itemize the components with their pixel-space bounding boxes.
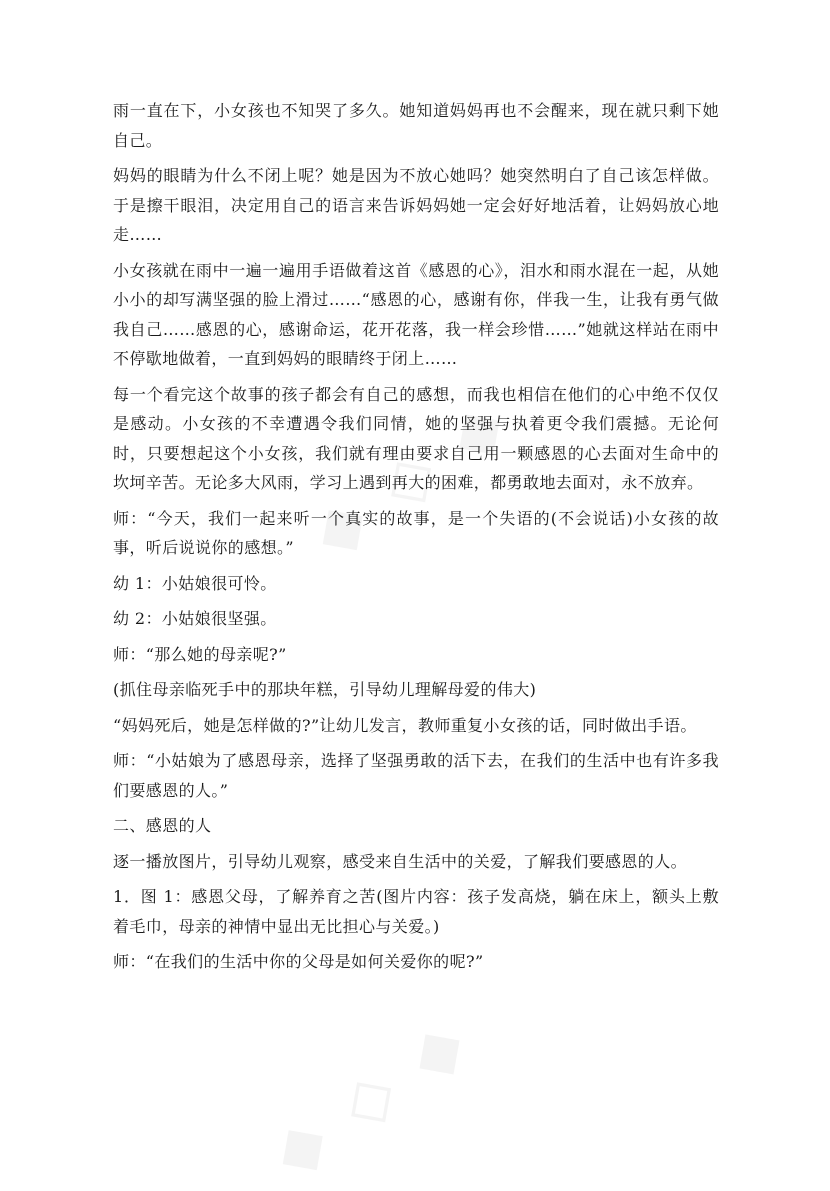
paragraph: 逐一播放图片，引导幼儿观察，感受来自生活中的关爱，了解我们要感恩的人。 — [113, 851, 688, 871]
paragraph: 师：“今天，我们一起来听一个真实的故事，是一个失语的(不会说话)小女孩的故事，听后说说你的感想。” — [113, 508, 719, 557]
paragraph: 师：“小姑娘为了感恩母亲，选择了坚强勇敢的活下去，在我们的生活中也有许多我们要感恩的人。” — [113, 751, 719, 800]
paragraph: 小女孩就在雨中一遍一遍用手语做着这首《感恩的心》，泪水和雨水混在一起，从她小小的却写满坚强的脸上滑过……“感恩的心，感谢有你，伴我一生，让我有勇气做我自己……感恩的心，感谢命运，花开花落，我一样会珍惜……”她就这样站在雨中不停歇地做着，一直到妈妈的眼睛终于闭上…… — [113, 260, 719, 368]
paragraph: 雨一直在下，小女孩也不知哭了多久。她知道妈妈再也不会醒来，现在就只剩下她自己。 — [113, 101, 719, 150]
paragraph: 每一个看完这个故事的孩子都会有自己的感想，而我也相信在他们的心中绝不仅仅是感动。小女孩的不幸遭遇令我们同情，她的坚强与执着更令我们震撼。无论何时，只要想起这个小女孩，我们就有理由要求自己用一颗感恩的心去面对生命中的坎坷辛苦。无论多大风雨，学习上遇到再大的困难，都勇敢地去面对，永不放弃。 — [113, 384, 719, 492]
watermark-graphic-bottom — [259, 1003, 483, 1191]
paragraph: 1．图 1：感恩父母，了解养育之苦(图片内容：孩子发高烧，躺在床上，额头上敷着毛巾，母亲的神情中显出无比担心与关爱。) — [113, 887, 719, 936]
paragraph: 妈妈的眼睛为什么不闭上呢？她是因为不放心她吗？她突然明白了自己该怎样做。于是擦干眼泪，决定用自己的语言来告诉妈妈她一定会好好地活着，让妈妈放心地走…… — [113, 166, 719, 244]
paragraph: 师：“那么她的母亲呢?” — [113, 644, 287, 664]
paragraph: “妈妈死后，她是怎样做的?”让幼儿发言，教师重复小女孩的话，同时做出手语。 — [113, 715, 697, 735]
section-heading: 二、感恩的人 — [113, 816, 212, 835]
paragraph: (抓住母亲临死手中的那块年糕，引导幼儿理解母爱的伟大) — [113, 680, 537, 699]
paragraph: 师：“在我们的生活中你的父母是如何关爱你的呢?” — [113, 952, 484, 971]
paragraph: 幼 1：小姑娘很可怜。 — [113, 573, 277, 593]
document-body — [113, 96, 719, 983]
paragraph: 幼 2：小姑娘很坚强。 — [113, 609, 277, 628]
